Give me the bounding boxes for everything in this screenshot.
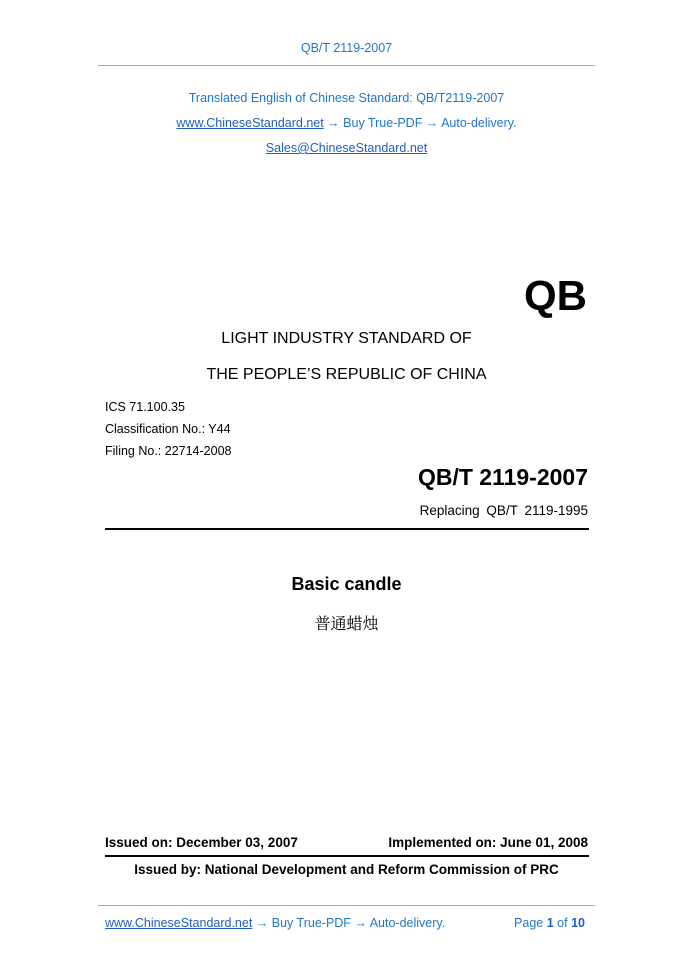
page-indicator [514, 916, 585, 930]
footer-site-link[interactable]: www.ChineseStandard.net [105, 916, 253, 930]
banner-email-line [0, 141, 693, 155]
page-label: Page [514, 916, 544, 930]
filing-no: Filing No.: 22714-2008 [105, 444, 232, 458]
footer-buy-line [105, 916, 445, 930]
org-line-2: THE PEOPLE’S REPUBLIC OF CHINA [206, 366, 487, 383]
page-total: 10 [571, 916, 585, 930]
banner-site-link[interactable]: www.ChineseStandard.net [176, 116, 324, 130]
footer-divider [98, 905, 595, 906]
replacing-standard: Replacing QB/T 2119-1995 [419, 503, 588, 518]
title-chinese: 普通蜡烛 [314, 614, 379, 633]
dates-divider [105, 855, 589, 857]
banner-buy-line [0, 116, 693, 130]
standard-number: QB/T 2119-2007 [417, 464, 588, 490]
title-english: Basic candle [291, 574, 402, 594]
page-current: 1 [546, 916, 554, 930]
implemented-on-date: Implemented on: June 01, 2008 [388, 835, 588, 850]
issued-by: Issued by: National Development and Reform Commission of PRC [134, 862, 559, 877]
banner-translation-line: Translated English of Chinese Standard: QB/T2119-2007 [188, 91, 505, 105]
header-doc-code: QB/T 2119-2007 [300, 41, 393, 55]
banner-buy-text: → Buy True-PDF → Auto-delivery. [323, 116, 517, 130]
ics-code: ICS 71.100.35 [105, 400, 185, 414]
issued-on-date: Issued on: December 03, 2007 [105, 835, 298, 850]
standard-prefix: QB [524, 272, 587, 319]
header-divider [98, 65, 595, 66]
org-line-1: LIGHT INDUSTRY STANDARD OF [221, 330, 472, 347]
page-of: of [557, 916, 568, 930]
title-divider [105, 528, 589, 530]
banner-email-link[interactable]: Sales@ChineseStandard.net [265, 141, 428, 155]
classification-no: Classification No.: Y44 [105, 422, 231, 436]
footer-buy-text: → Buy True-PDF → Auto-delivery. [252, 916, 446, 930]
